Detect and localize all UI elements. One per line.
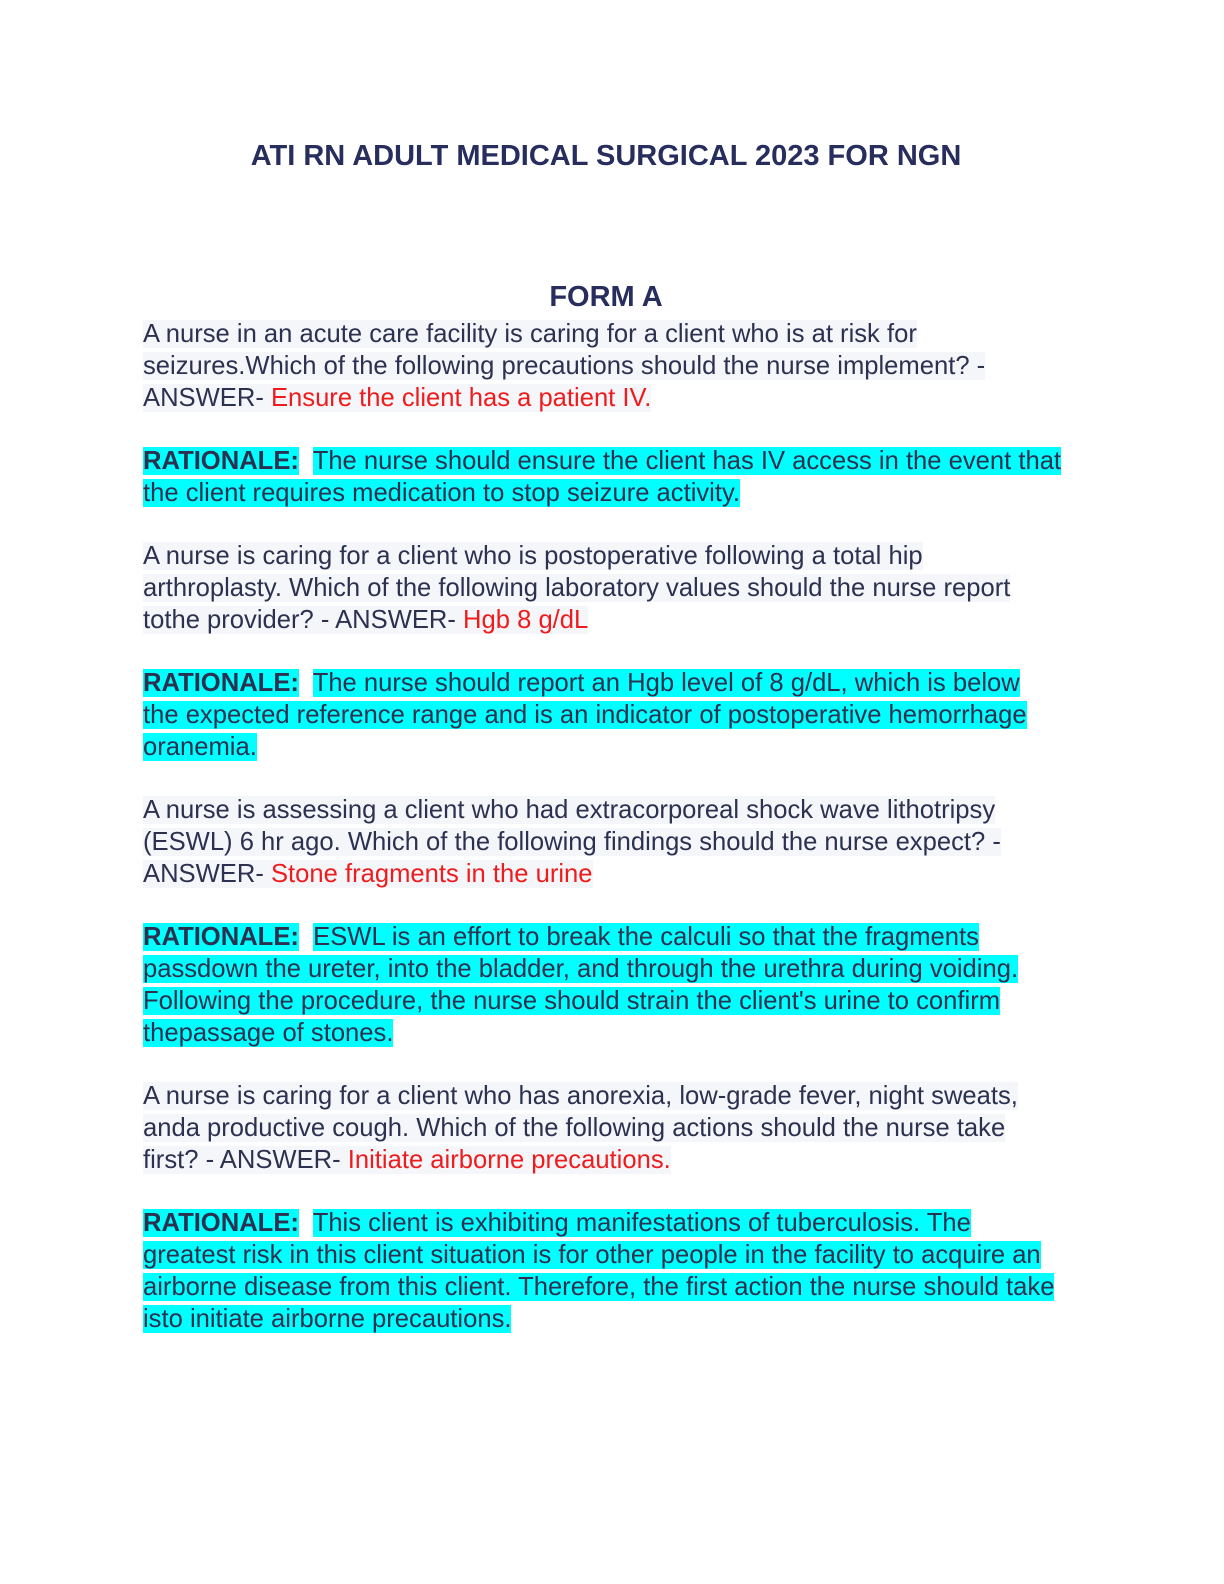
answer-text: Stone fragments in the urine [270, 860, 593, 888]
rationale-line: the expected reference range and is an indicator of postoperative hemorrhage oranemia. [143, 701, 1027, 761]
answer-text: Hgb 8 g/dL [463, 606, 589, 634]
answer-text: Ensure the client has a patient IV. [270, 384, 652, 412]
rationale-block [143, 921, 1063, 1049]
document-title: ATI RN ADULT MEDICAL SURGICAL 2023 FOR NGN [250, 140, 962, 172]
rationale-line: The nurse should report an Hgb level of 8 g/dL, which is below [312, 669, 1020, 697]
question-block [143, 794, 1063, 890]
question-block [143, 318, 1063, 414]
rationale-label: RATIONALE: [143, 669, 299, 697]
question-text: A nurse in an acute care facility is caring for a client who is at risk for seizures.Which of the following precautions should the nurse implement? - ANSWER- [143, 320, 986, 412]
rationale-block [143, 667, 1063, 763]
rationale-block [143, 445, 1063, 509]
answer-text: Initiate airborne precautions. [347, 1146, 671, 1174]
question-list [143, 318, 1063, 1366]
question-text: A nurse is caring for a client who is postoperative following a total hip arthroplasty. Which of the following laboratory values should the nurse report tothe provider? - ANSWER- [143, 542, 1011, 634]
rationale-line: This client is exhibiting manifestations of tuberculosis. The greatest risk in this client situation is for other people in the facility to acquire an airborne disease from this client. Therefore, the first action the nurse should take isto initiate airborne precautions. [143, 1209, 1055, 1333]
question-block [143, 540, 1063, 636]
rationale-block [143, 1207, 1063, 1335]
question-text: A nurse is assessing a client who had extracorporeal shock wave lithotripsy (ESWL) 6 hr ago. Which of the following findings should the nurse expect? -ANSWER- [143, 796, 1001, 888]
form-label: FORM A [549, 281, 663, 313]
rationale-line: The nurse should ensure the client has IV access in the event that [312, 447, 1062, 475]
rationale-label: RATIONALE: [143, 447, 299, 475]
question-block [143, 1080, 1063, 1176]
rationale-line: Following the procedure, the nurse should strain the client's urine to confirm thepassage of stones. [143, 987, 1001, 1047]
rationale-label: RATIONALE: [143, 923, 299, 951]
question-text: A nurse is caring for a client who has anorexia, low-grade fever, night sweats, anda productive cough. Which of the following actions should the nurse take first? - ANSWER- [143, 1082, 1018, 1174]
rationale-line: ESWL is an effort to break the calculi so that the fragments passdown the ureter, into the bladder, and through the urethra during voiding. [143, 923, 1019, 983]
rationale-line: the client requires medication to stop seizure activity. [143, 479, 740, 507]
rationale-label: RATIONALE: [143, 1209, 299, 1237]
page-header-mark [596, 0, 620, 3]
